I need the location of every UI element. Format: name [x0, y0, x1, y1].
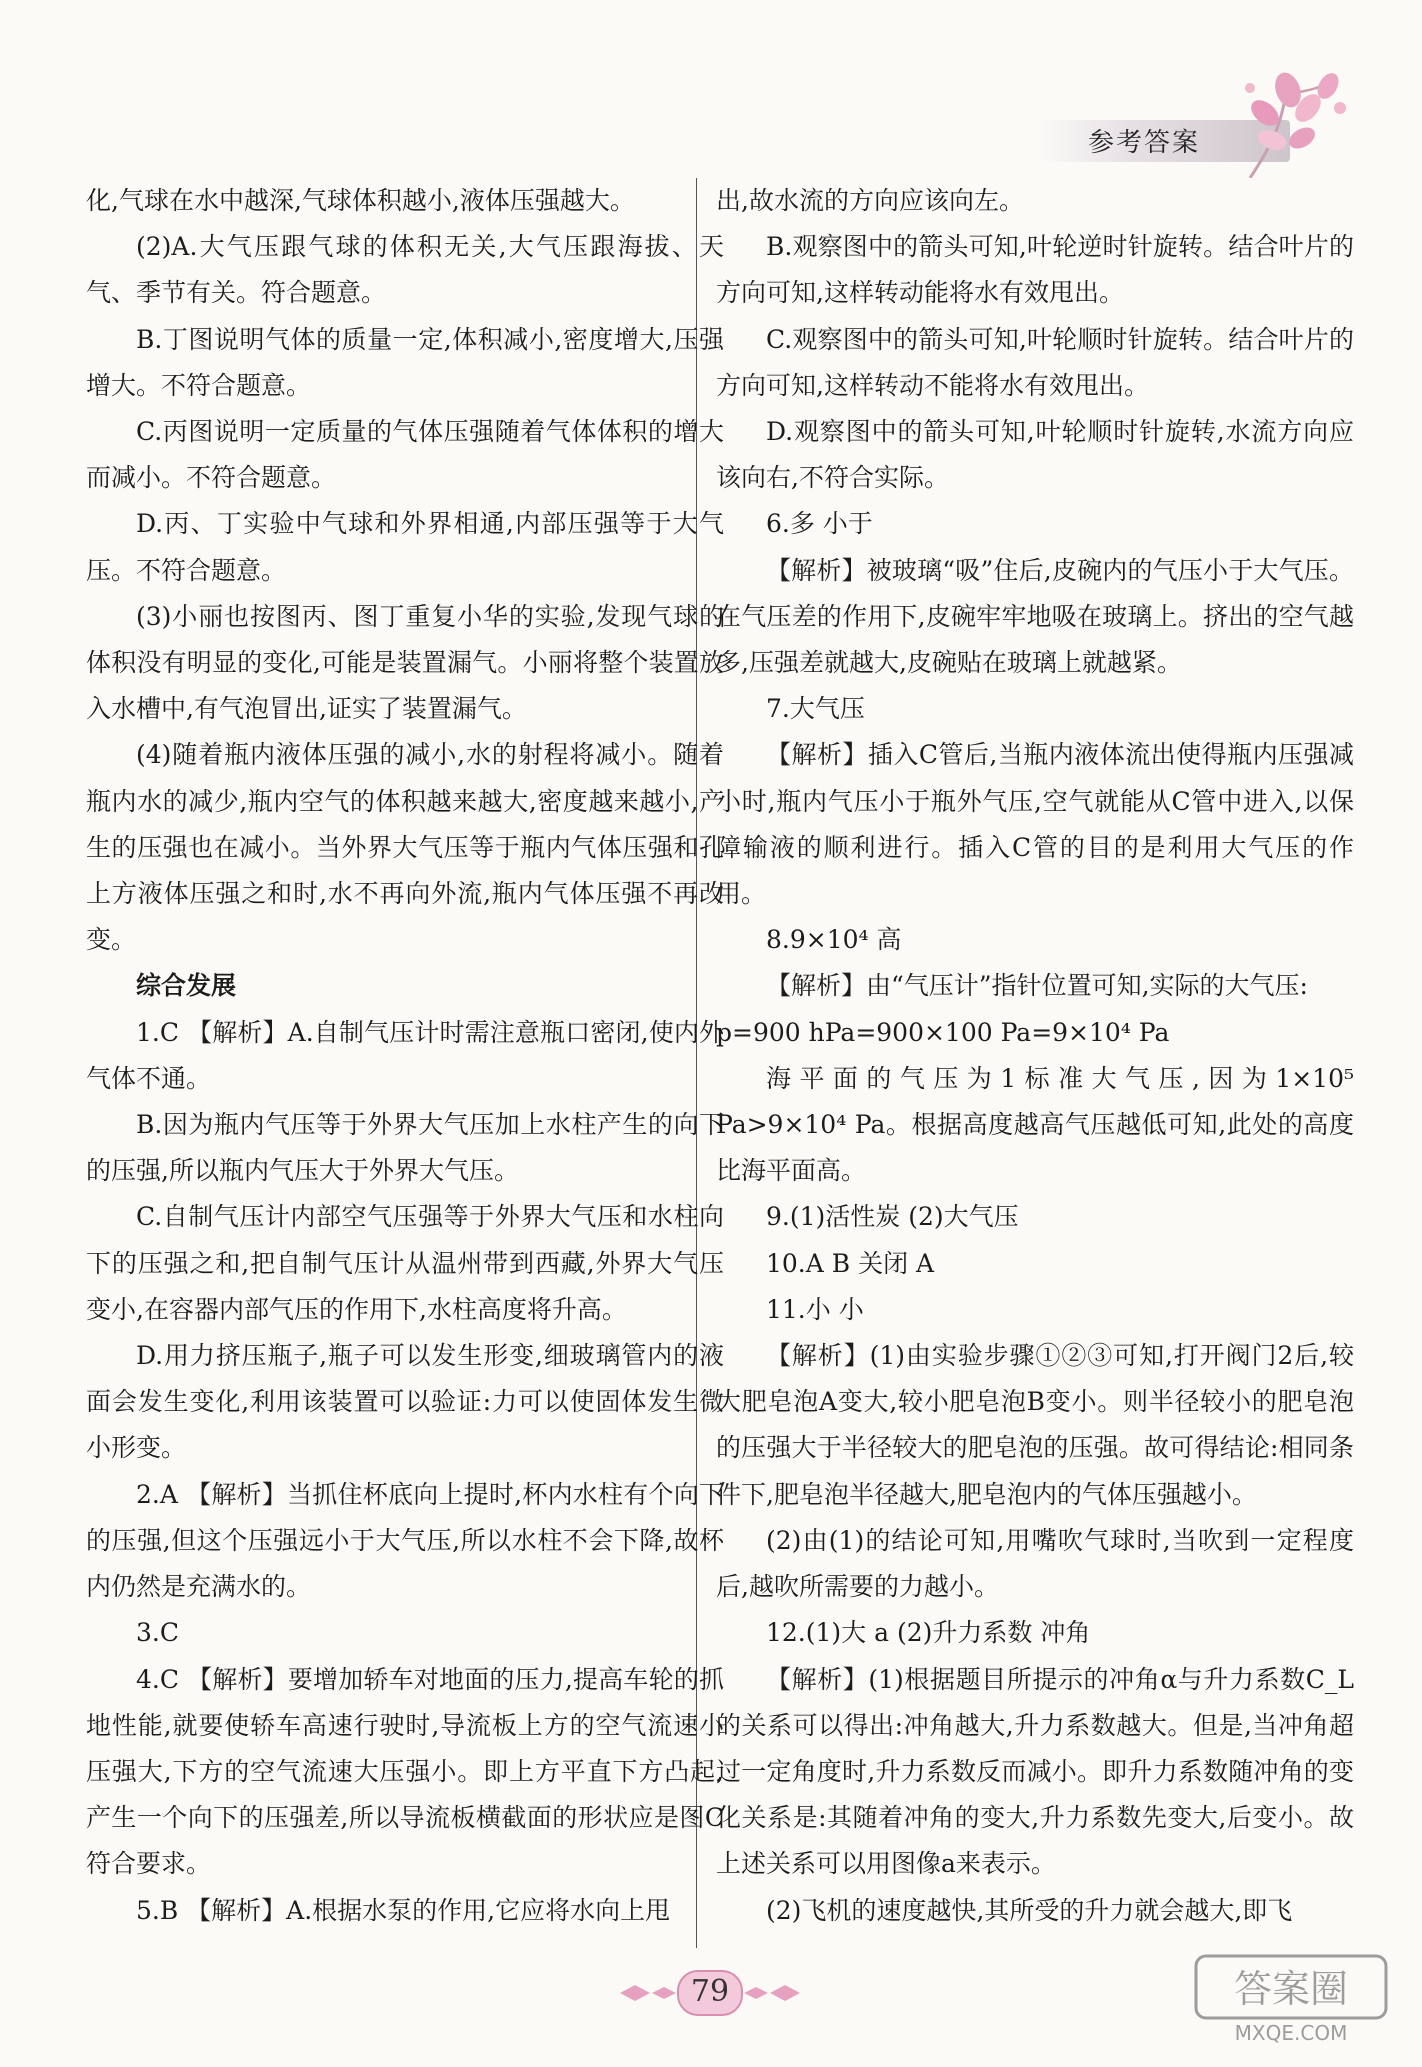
paragraph: (2)由(1)的结论可知,用嘴吹气球时,当吹到一定程度后,越吹所需要的力越小。 [716, 1525, 1354, 1602]
flower-decoration-icon [1210, 68, 1360, 178]
paragraph: 9.(1)活性炭 (2)大气压 [766, 1202, 1019, 1232]
paragraph: 出,故水流的方向应该向左。 [716, 186, 1024, 215]
paragraph: 2.A 【解析】当抓住杯底向上提时,杯内水柱有个向下的压强,但这个压强远小于大气压,所以水柱不会下降,故杯内仍然是充满水的。 [86, 1479, 724, 1602]
paragraph: C.观察图中的箭头可知,叶轮顺时针旋转。结合叶片的方向可知,这样转动不能将水有效甩出。 [716, 324, 1354, 400]
paragraph: (2)A.大气压跟气球的体积无关,大气压跟海拔、天气、季节有关。符合题意。 [86, 232, 724, 308]
paragraph: 12.(1)大 a (2)升力系数 冲角 [766, 1618, 1091, 1648]
paragraph: D.用力挤压瓶子,瓶子可以发生形变,细玻璃管内的液面会发生变化,利用该装置可以验证:力可以使固体发生微小形变。 [86, 1341, 724, 1463]
paragraph: 5.B 【解析】A.根据水泵的作用,它应将水向上甩 [136, 1895, 671, 1925]
paragraph: 4.C 【解析】要增加轿车对地面的压力,提高车轮的抓地性能,就要使轿车高速行驶时,导流板上方的空气流速小压强大,下方的空气流速大压强小。即上方平直下方凸起,产生一个向下的压强差,所以导流板横截面的形状应是图C符合要求。 [86, 1664, 724, 1879]
paragraph: 6.多 小于 [766, 509, 873, 539]
paragraph: 【解析】插入C管后,当瓶内液体流出使得瓶内压强减小时,瓶内气压小于瓶外气压,空气就能从C管中进入,以保障输液的顺利进行。插入C管的目的是利用大气压的作用。 [716, 740, 1354, 909]
paragraph: 【解析】(1)由实验步骤①②③可知,打开阀门2后,较大肥皂泡A变大,较小肥皂泡B变小。则半径较小的肥皂泡的压强大于半径较大的肥皂泡的压强。故可得结论:相同条件下,肥皂泡半径越大,肥皂泡内的气体压强越小。 [716, 1341, 1354, 1509]
page-header [1040, 68, 1390, 168]
watermark-text: 答案圈 [1233, 1967, 1349, 2011]
page-footer [560, 1963, 860, 2023]
formula-line: p=900 hPa=900×100 Pa=9×10⁴ Pa [716, 1017, 1170, 1047]
paragraph: 【解析】由“气压计”指针位置可知,实际的大气压: [766, 971, 1308, 1001]
section-heading: 综合发展 [136, 971, 237, 1001]
paragraph: B.因为瓶内气压等于外界大气压加上水柱产生的向下的压强,所以瓶内气压大于外界大气压。 [86, 1110, 724, 1186]
paragraph: 化,气球在水中越深,气球体积越小,液体压强越大。 [86, 186, 635, 215]
paragraph: 海平面的气压为1标准大气压,因为1×10⁵ Pa>9×10⁴ Pa。根据高度越高气压越低可知,此处的高度比海平面高。 [716, 1063, 1354, 1186]
watermark-logo [1188, 1948, 1408, 2048]
page-number: 79 [690, 1974, 730, 2009]
paragraph: 1.C 【解析】A.自制气压计时需注意瓶口密闭,使内外气体不通。 [86, 1017, 724, 1093]
paragraph: 【解析】被玻璃“吸”住后,皮碗内的气压小于大气压。在气压差的作用下,皮碗牢牢地吸在玻璃上。挤出的空气越多,压强差就越大,皮碗贴在玻璃上就越紧。 [716, 555, 1354, 678]
paragraph: (3)小丽也按图丙、图丁重复小华的实验,发现气球的体积没有明显的变化,可能是装置漏气。小丽将整个装置放入水槽中,有气泡冒出,证实了装置漏气。 [86, 601, 724, 724]
paragraph: B.观察图中的箭头可知,叶轮逆时针旋转。结合叶片的方向可知,这样转动能将水有效甩出。 [716, 232, 1354, 308]
paragraph: 11.小 小 [766, 1294, 864, 1324]
paragraph: B.丁图说明气体的质量一定,体积减小,密度增大,压强增大。不符合题意。 [86, 324, 724, 400]
paragraph: 8.9×10⁴ 高 [766, 925, 902, 955]
paragraph: 10.A B 关闭 A [766, 1248, 935, 1278]
paragraph: D.丙、丁实验中气球和外界相通,内部压强等于大气压。不符合题意。 [86, 509, 724, 585]
paragraph: 7.大气压 [766, 694, 865, 724]
paragraph: C.自制气压计内部空气压强等于外界大气压和水柱向下的压强之和,把自制气压计从温州带到西藏,外界大气压变小,在容器内部气压的作用下,水柱高度将升高。 [86, 1202, 724, 1324]
paragraph: 3.C [136, 1618, 179, 1648]
paragraph: (4)随着瓶内液体压强的减小,水的射程将减小。随着瓶内水的减少,瓶内空气的体积越来越大,密度越来越小,产生的压强也在减小。当外界大气压等于瓶内气体压强和孔上方液体压强之和时,水不再向外流,瓶内气体压强不再改变。 [86, 740, 724, 955]
paragraph: D.观察图中的箭头可知,叶轮顺时针旋转,水流方向应该向右,不符合实际。 [716, 417, 1354, 493]
paragraph: 【解析】(1)根据题目所提示的冲角α与升力系数C_L的关系可以得出:冲角越大,升力系数越大。但是,当冲角超过一定角度时,升力系数反而减小。即升力系数随冲角的变化关系是:其随着冲角的变大,升力系数先变大,后变小。故上述关系可以用图像a来表示。 [716, 1664, 1354, 1879]
paragraph: C.丙图说明一定质量的气体压强随着气体体积的增大而减小。不符合题意。 [86, 417, 724, 493]
header-title: 参考答案 [1088, 128, 1201, 158]
paragraph: (2)飞机的速度越快,其所受的升力就会越大,即飞 [766, 1895, 1293, 1925]
right-column [716, 178, 1354, 1934]
watermark-seal-icon [1188, 1948, 1408, 2048]
left-column [86, 178, 724, 1934]
watermark-url: MXQE.COM [1234, 2021, 1348, 2045]
